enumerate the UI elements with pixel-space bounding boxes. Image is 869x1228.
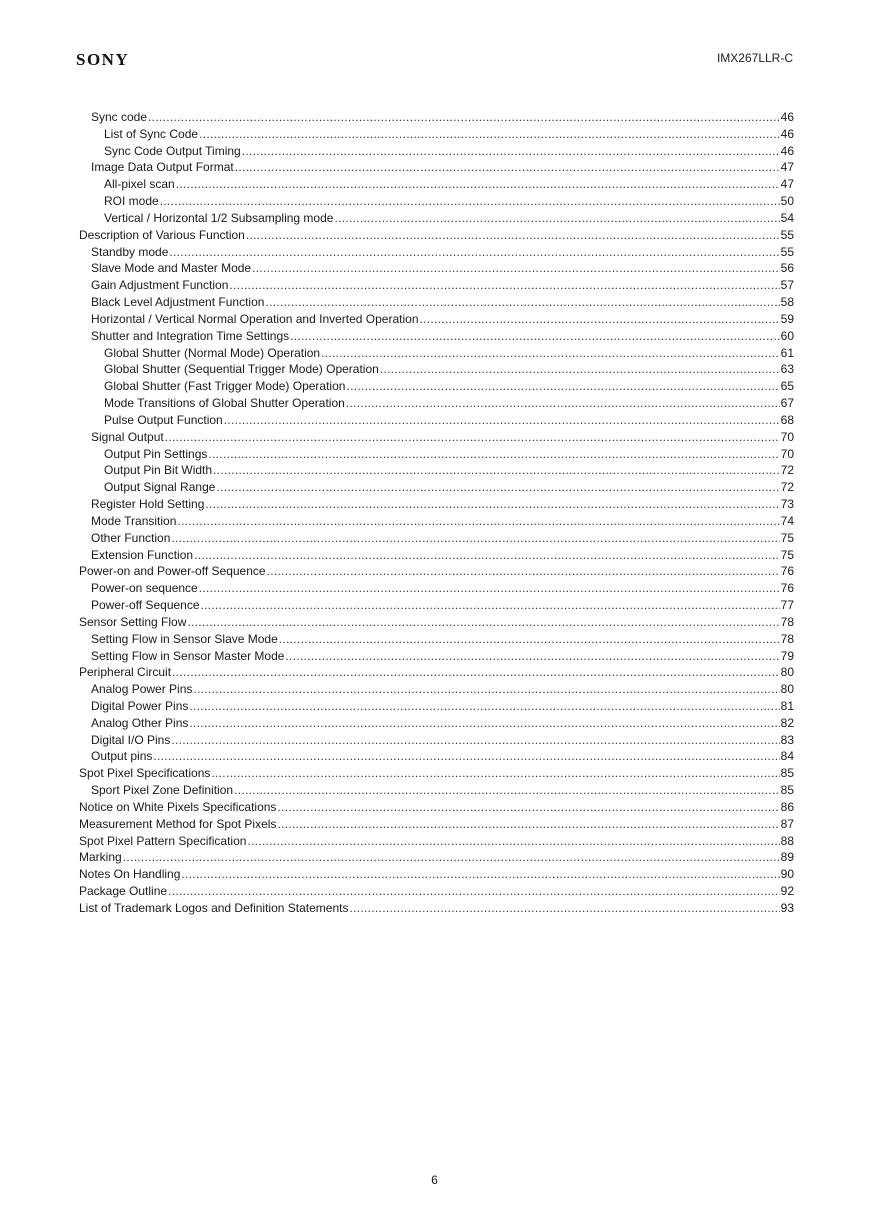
toc-entry[interactable] xyxy=(79,227,794,244)
toc-entry-title: Sync Code Output Timing xyxy=(104,143,241,158)
dot-leader xyxy=(277,816,779,833)
dot-leader xyxy=(189,715,779,732)
toc-entry-title: Sensor Setting Flow xyxy=(79,614,187,629)
dot-leader xyxy=(242,143,780,160)
toc-entry-title: Pulse Output Function xyxy=(104,412,223,427)
toc-entry[interactable] xyxy=(79,715,794,732)
toc-entry-title: Vertical / Horizontal 1/2 Subsampling mode xyxy=(104,210,334,225)
toc-entry-page: 57 xyxy=(780,278,794,293)
toc-entry-title: ROI mode xyxy=(104,194,159,209)
toc-entry-title: Marking xyxy=(79,850,122,865)
toc-entry-page: 73 xyxy=(780,497,794,512)
toc-entry-page: 90 xyxy=(780,867,794,882)
toc-entry[interactable] xyxy=(79,109,794,126)
toc-entry[interactable] xyxy=(79,782,794,799)
toc-entry-page: 46 xyxy=(780,126,794,141)
dot-leader xyxy=(165,429,780,446)
toc-entry-title: Global Shutter (Fast Trigger Mode) Operation xyxy=(104,379,346,394)
dot-leader xyxy=(171,530,779,547)
document-id: IMX267LLR-C xyxy=(716,51,793,65)
toc-entry[interactable] xyxy=(79,664,794,681)
toc-entry[interactable] xyxy=(79,479,794,496)
dot-leader xyxy=(247,833,779,850)
dot-leader xyxy=(267,563,780,580)
page-number: 6 xyxy=(431,1173,438,1187)
toc-entry-title: List of Trademark Logos and Definition Statements xyxy=(79,900,349,915)
dot-leader xyxy=(123,849,780,866)
toc-entry-page: 50 xyxy=(780,194,794,209)
toc-entry-title: Sync code xyxy=(91,110,148,124)
toc-entry-title: Analog Power Pins xyxy=(91,682,193,697)
dot-leader xyxy=(211,765,779,782)
toc-entry[interactable] xyxy=(79,900,794,917)
toc-entry-page: 46 xyxy=(780,143,794,158)
toc-entry-page: 88 xyxy=(780,833,794,848)
toc-entry[interactable] xyxy=(79,580,794,597)
toc-entry-page: 92 xyxy=(780,884,794,899)
dot-leader xyxy=(199,126,780,143)
toc-entry-title: Global Shutter (Sequential Trigger Mode) Operation xyxy=(104,362,379,377)
toc-entry[interactable] xyxy=(79,294,794,311)
toc-entry-page: 58 xyxy=(780,295,794,310)
dot-leader xyxy=(148,109,780,126)
dot-leader xyxy=(160,193,780,210)
dot-leader xyxy=(252,260,780,277)
toc-entry-page: 72 xyxy=(780,480,794,495)
toc-entry[interactable] xyxy=(79,244,794,261)
toc-entry-title: Register Hold Setting xyxy=(91,497,205,512)
toc-entry-page: 77 xyxy=(780,598,794,613)
dot-leader xyxy=(201,597,780,614)
dot-leader xyxy=(229,277,779,294)
toc-entry-page: 60 xyxy=(780,328,794,343)
dot-leader xyxy=(193,681,779,698)
toc-entry[interactable] xyxy=(79,311,794,328)
toc-entry[interactable] xyxy=(79,210,794,227)
dot-leader xyxy=(171,732,779,749)
toc-entry-title: Image Data Output Format xyxy=(91,160,234,175)
toc-entry-title: Analog Other Pins xyxy=(91,715,189,730)
toc-entry-page: 67 xyxy=(780,396,794,411)
dot-leader xyxy=(216,479,779,496)
toc-entry-title: Other Function xyxy=(91,530,171,545)
toc-entry-title: Measurement Method for Spot Pixels xyxy=(79,816,277,831)
toc-entry-title: Spot Pixel Pattern Specification xyxy=(79,833,247,848)
toc-entry-page: 68 xyxy=(780,412,794,427)
toc-entry-page: 80 xyxy=(780,665,794,680)
toc-entry-page: 70 xyxy=(780,429,794,444)
toc-entry-page: 61 xyxy=(780,345,794,360)
dot-leader xyxy=(169,244,779,261)
toc-entry-page: 85 xyxy=(780,766,794,781)
toc-entry[interactable] xyxy=(79,765,794,782)
toc-entry-title: Gain Adjustment Function xyxy=(91,278,229,293)
toc-entry[interactable] xyxy=(79,631,794,648)
toc-entry-title: Digital I/O Pins xyxy=(91,732,171,747)
dot-leader xyxy=(213,462,780,479)
dot-leader xyxy=(208,446,779,463)
dot-leader xyxy=(205,496,779,513)
toc-entry-title: Power-on sequence xyxy=(91,581,198,596)
toc-entry[interactable] xyxy=(79,748,794,765)
toc-entry-page: 65 xyxy=(780,379,794,394)
dot-leader xyxy=(279,631,780,648)
toc-entry[interactable] xyxy=(79,429,794,446)
dot-leader xyxy=(246,227,780,244)
toc-entry-title: Standby mode xyxy=(91,244,169,259)
toc-entry[interactable] xyxy=(79,849,794,866)
toc-entry[interactable] xyxy=(79,159,794,176)
toc-entry[interactable] xyxy=(79,496,794,513)
dot-leader xyxy=(194,547,780,564)
dot-leader xyxy=(290,328,780,345)
toc-entry[interactable] xyxy=(79,193,794,210)
toc-entry-page: 54 xyxy=(780,210,794,225)
toc-entry[interactable] xyxy=(79,328,794,345)
toc-entry[interactable] xyxy=(79,883,794,900)
dot-leader xyxy=(168,883,780,900)
toc-entry[interactable] xyxy=(79,143,794,160)
toc-entry-page: 78 xyxy=(780,631,794,646)
toc-entry[interactable] xyxy=(79,446,794,463)
toc-entry-page: 81 xyxy=(780,698,794,713)
toc-entry-title: Shutter and Integration Time Settings xyxy=(91,328,290,343)
toc-entry-page: 46 xyxy=(780,110,794,124)
toc-entry-page: 75 xyxy=(780,547,794,562)
toc-entry-page: 86 xyxy=(780,799,794,814)
dot-leader xyxy=(277,799,779,816)
toc-entry[interactable] xyxy=(79,412,794,429)
toc-entry-title: List of Sync Code xyxy=(104,126,199,141)
toc-entry-title: Notice on White Pixels Specifications xyxy=(79,799,277,814)
toc-entry[interactable] xyxy=(79,732,794,749)
dot-leader xyxy=(172,664,780,681)
dot-leader xyxy=(176,176,780,193)
toc-entry-page: 76 xyxy=(780,581,794,596)
dot-leader xyxy=(199,580,780,597)
dot-leader xyxy=(235,159,780,176)
toc-entry-title: Mode Transitions of Global Shutter Operation xyxy=(104,396,345,411)
toc-entry[interactable] xyxy=(79,513,794,530)
toc-entry-title: Setting Flow in Sensor Master Mode xyxy=(91,648,285,663)
toc-entry-title: Horizontal / Vertical Normal Operation and Inverted Operation xyxy=(91,311,419,326)
toc-entry[interactable] xyxy=(79,462,794,479)
toc-entry-page: 47 xyxy=(780,177,794,192)
toc-entry[interactable] xyxy=(79,648,794,665)
toc-entry-page: 87 xyxy=(780,816,794,831)
dot-leader xyxy=(380,361,780,378)
toc-entry-title: Extension Function xyxy=(91,547,194,562)
toc-entry-page: 59 xyxy=(780,311,794,326)
toc-entry-page: 70 xyxy=(780,446,794,461)
toc-entry-page: 89 xyxy=(780,850,794,865)
toc-entry[interactable] xyxy=(79,833,794,850)
toc-entry-page: 56 xyxy=(780,261,794,276)
toc-entry-page: 83 xyxy=(780,732,794,747)
toc-entry-title: Signal Output xyxy=(91,429,164,444)
dot-leader xyxy=(187,614,779,631)
toc-entry-page: 72 xyxy=(780,463,794,478)
toc-entry[interactable] xyxy=(79,378,794,395)
toc-entry-page: 76 xyxy=(780,564,794,579)
dot-leader xyxy=(234,782,780,799)
dot-leader xyxy=(346,378,779,395)
toc-entry-page: 79 xyxy=(780,648,794,663)
dot-leader xyxy=(265,294,779,311)
toc-entry-title: Digital Power Pins xyxy=(91,698,189,713)
toc-entry-title: Output Signal Range xyxy=(104,480,216,495)
toc-entry-title: Mode Transition xyxy=(91,513,177,528)
toc-entry-title: All-pixel scan xyxy=(104,177,175,192)
toc-entry[interactable] xyxy=(79,277,794,294)
toc-entry-title: Setting Flow in Sensor Slave Mode xyxy=(91,631,278,646)
toc-entry-title: Power-off Sequence xyxy=(91,598,200,613)
dot-leader xyxy=(349,900,779,917)
toc-entry-title: Black Level Adjustment Function xyxy=(91,295,265,310)
toc-entry[interactable] xyxy=(79,799,794,816)
toc-entry-page: 93 xyxy=(780,900,794,915)
toc-entry-title: Global Shutter (Normal Mode) Operation xyxy=(104,345,321,360)
toc-entry[interactable] xyxy=(79,345,794,362)
dot-leader xyxy=(321,345,780,362)
toc-entry-page: 63 xyxy=(780,362,794,377)
toc-entry-page: 80 xyxy=(780,682,794,697)
toc-entry-title: Output pins xyxy=(91,749,153,764)
toc-entry-title: Spot Pixel Specifications xyxy=(79,766,211,781)
toc-entry-page: 78 xyxy=(780,614,794,629)
toc-entry-title: Output Pin Bit Width xyxy=(104,463,213,478)
toc-entry[interactable] xyxy=(79,176,794,193)
toc-entry-page: 75 xyxy=(780,530,794,545)
toc-entry[interactable] xyxy=(79,614,794,631)
toc-entry-title: Package Outline xyxy=(79,884,168,899)
toc-entry-title: Sport Pixel Zone Definition xyxy=(91,783,234,798)
toc-entry-title: Notes On Handling xyxy=(79,867,181,882)
dot-leader xyxy=(181,866,779,883)
toc-entry[interactable] xyxy=(79,698,794,715)
toc-entry-title: Description of Various Function xyxy=(79,227,245,242)
toc-entry-title: Power-on and Power-off Sequence xyxy=(79,564,266,579)
toc-entry[interactable] xyxy=(79,681,794,698)
toc-entry-title: Output Pin Settings xyxy=(104,446,208,461)
toc-entry[interactable] xyxy=(79,597,794,614)
toc-entry[interactable] xyxy=(79,816,794,833)
toc-entry[interactable] xyxy=(79,126,794,143)
sony-logo: SONY xyxy=(76,50,130,69)
table-of-contents xyxy=(79,109,794,917)
dot-leader xyxy=(153,748,779,765)
toc-entry-page: 55 xyxy=(780,227,794,242)
dot-leader xyxy=(224,412,780,429)
toc-entry[interactable] xyxy=(79,563,794,580)
toc-entry[interactable] xyxy=(79,361,794,378)
toc-entry-title: Peripheral Circuit xyxy=(79,665,172,680)
dot-leader xyxy=(420,311,780,328)
toc-entry[interactable] xyxy=(79,547,794,564)
toc-entry[interactable] xyxy=(79,395,794,412)
dot-leader xyxy=(189,698,779,715)
toc-entry[interactable] xyxy=(79,530,794,547)
toc-entry-page: 47 xyxy=(780,160,794,175)
toc-entry-title: Slave Mode and Master Mode xyxy=(91,261,252,276)
toc-entry-page: 82 xyxy=(780,715,794,730)
dot-leader xyxy=(346,395,780,412)
toc-entry-page: 74 xyxy=(780,513,794,528)
toc-entry-page: 85 xyxy=(780,783,794,798)
dot-leader xyxy=(334,210,779,227)
toc-entry-page: 84 xyxy=(780,749,794,764)
dot-leader xyxy=(177,513,779,530)
toc-entry[interactable] xyxy=(79,260,794,277)
dot-leader xyxy=(285,648,779,665)
toc-entry-page: 55 xyxy=(780,244,794,259)
toc-entry[interactable] xyxy=(79,866,794,883)
